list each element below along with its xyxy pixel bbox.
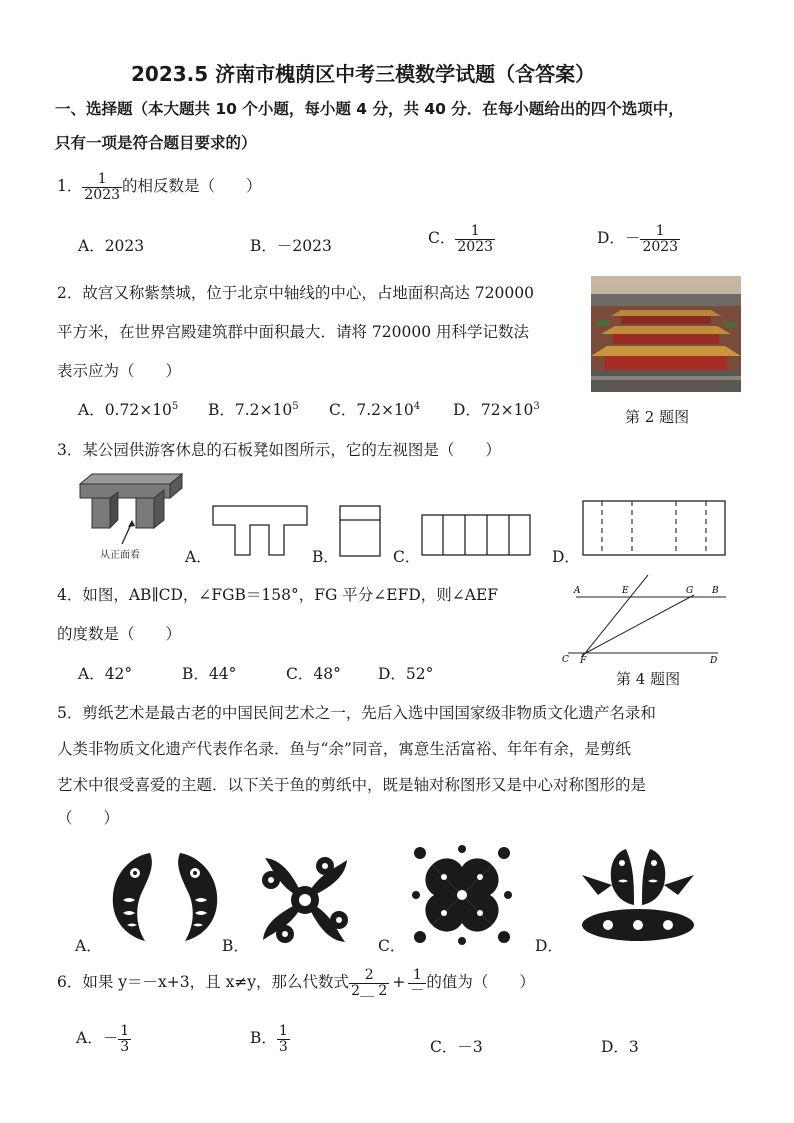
q1-option-b[interactable]: B．－2023 <box>250 237 332 255</box>
question-4-line1: 4．如图，AB∥CD，∠FGB＝158°，FG 平分∠EFD，则∠AEF <box>57 586 499 604</box>
paper-cut-fish-a <box>105 845 225 945</box>
label-G: G <box>686 586 694 596</box>
fraction: $\frac{1}{2023}$ <box>642 223 679 255</box>
figure-2-caption: 第 2 题图 <box>625 408 690 426</box>
label-E: E <box>622 586 629 596</box>
question-5-line1: 5．剪纸艺术是最古老的中国民间艺术之一，先后入选中国国家级非物质文化遗产名录和 <box>57 704 656 722</box>
question-5-line2: 人类非物质文化遗产代表作名录．鱼与“余”同音，寓意生活富裕、年年有余，是剪纸 <box>57 740 631 758</box>
q1-option-a[interactable]: A．2023 <box>78 237 145 255</box>
question-2-line2: 平方米，在世界宫殿建筑群中面积最大．请将 720000 用科学记数法 <box>57 323 530 341</box>
question-3: 3．某公园供游客休息的石板凳如图所示，它的左视图是（ ） <box>57 441 501 459</box>
q2-option-c[interactable]: C．$7.2\times 10^4$ <box>329 400 421 419</box>
question-5-line4: （ ） <box>57 809 120 827</box>
question-2-line3: 表示应为（ ） <box>57 362 182 380</box>
figure-4-caption: 第 4 题图 <box>616 670 681 688</box>
q5-option-a[interactable]: A． <box>75 937 102 955</box>
section-header-line1: 一、选择题（本大题共 10 个小题，每小题 4 分，共 40 分．在每小题给出的四个选项中， <box>55 100 684 118</box>
q3-option-d-figure <box>582 500 728 558</box>
q5-option-d[interactable]: D． <box>535 937 563 955</box>
label-B: B <box>712 586 719 596</box>
q4-option-d[interactable]: D．52° <box>378 665 434 683</box>
fraction: $\frac{1}{2023}$ <box>457 223 494 255</box>
fraction: $\frac{1}{2023}$ <box>84 171 121 203</box>
view-direction-label: 从正面看 <box>100 550 140 561</box>
question-number: 1． <box>57 177 83 196</box>
q3-option-b-figure <box>339 505 383 557</box>
q2-option-d[interactable]: D．$72\times 10^3$ <box>453 400 540 419</box>
label-C: C <box>562 655 569 665</box>
paper-cut-fish-d <box>578 845 698 945</box>
q1-option-d[interactable]: D．－ $\frac{1}{2023}$ <box>597 223 679 255</box>
q3-option-a-figure <box>212 505 312 557</box>
question-1 <box>57 172 262 202</box>
q2-option-b[interactable]: B．$7.2\times 10^5$ <box>208 400 299 419</box>
q1-option-c[interactable]: C． $\frac{1}{2023}$ <box>428 223 494 255</box>
q3-option-d[interactable]: D． <box>552 548 580 566</box>
question-stem: 的相反数是（ ） <box>122 177 262 196</box>
label-D: D <box>710 656 718 666</box>
q6-option-c[interactable]: C．－3 <box>430 1038 483 1056</box>
page-title: 2023.5 济南市槐荫区中考三模数学试题（含答案） <box>131 62 596 86</box>
question-2-line1: 2．故宫又称紫禁城，位于北京中轴线的中心，占地面积高达 720000 <box>57 284 534 302</box>
section-header-line2: 只有一项是符合题目要求的） <box>55 134 257 152</box>
question-4-line2: 的度数是（ ） <box>57 625 182 643</box>
question-6: 6．如果 y＝－x+3，且 x≠y，那么代数式 $\frac{2}{2\_ 2}$ + $\frac{1}{-}$ 的值为（ ） <box>57 967 535 999</box>
q3-option-a[interactable]: A． <box>185 548 212 566</box>
view-direction-arrow <box>118 518 138 546</box>
q3-option-c-figure <box>421 514 533 558</box>
q4-option-a[interactable]: A．42° <box>78 665 133 683</box>
q5-option-c[interactable]: C． <box>378 937 406 955</box>
q2-option-a[interactable]: A．$0.72\times 10^5$ <box>78 400 179 419</box>
q5-option-b[interactable]: B． <box>222 937 249 955</box>
parallel-lines-figure <box>562 577 736 677</box>
q4-option-c[interactable]: C．48° <box>286 665 341 683</box>
q6-option-b[interactable]: B． $\frac{1}{3}$ <box>250 1023 288 1055</box>
q4-option-b[interactable]: B．44° <box>182 665 237 683</box>
fraction: $\frac{1}{3}$ <box>278 1023 288 1055</box>
fraction: $\frac{1}{-}$ <box>410 967 425 999</box>
q6-option-a[interactable]: A．－ $\frac{1}{3}$ <box>76 1023 130 1055</box>
paper-cut-fish-b <box>255 850 355 950</box>
label-A: A <box>574 586 581 596</box>
q3-option-c[interactable]: C． <box>393 548 421 566</box>
fraction: $\frac{2}{2\_ 2}$ <box>351 967 388 999</box>
fraction: $\frac{1}{3}$ <box>120 1023 130 1055</box>
paper-cut-fish-c <box>412 845 512 945</box>
forbidden-city-photo <box>591 276 741 392</box>
q3-option-b[interactable]: B． <box>312 548 339 566</box>
label-F: F <box>580 656 587 666</box>
q6-option-d[interactable]: D．3 <box>601 1038 639 1056</box>
question-5-line3: 艺术中很受喜爱的主题．以下关于鱼的剪纸中，既是轴对称图形又是中心对称图形的是 <box>57 776 647 794</box>
